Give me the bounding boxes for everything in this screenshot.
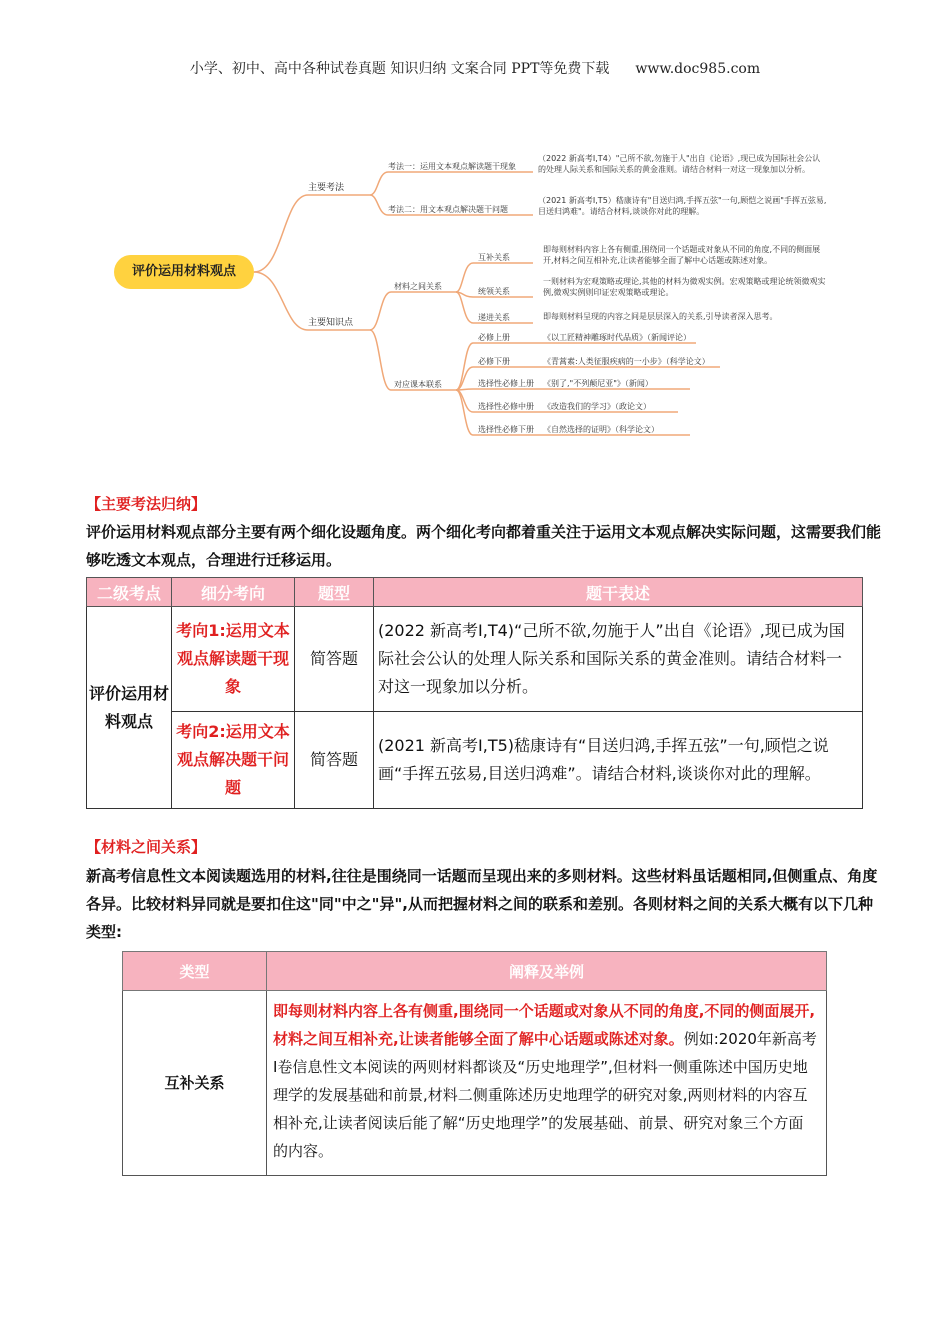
connector-course — [370, 330, 391, 390]
relation-explanation-cell — [267, 991, 827, 1176]
connector-branch1 — [254, 195, 308, 272]
connector-branch2 — [254, 272, 308, 330]
header-url: www.doc985.com — [635, 61, 761, 77]
mind-map-branch2: 主要知识点 — [308, 318, 354, 328]
mind-map-rel3-desc: 即每则材料呈现的内容之间是层层深入的关系,引导读者深入思考。 — [543, 312, 778, 321]
direction-cell: 考向1:运用文本观点解读题干现象 — [172, 607, 295, 712]
mind-map-rel1-desc: 即每则材料内容上各有侧重,围绕同一个话题或对象从不同的角度,不同的侧面展开,材料之间互相补充,让读者能够全面了解中心话题或陈述对象。 — [543, 245, 821, 265]
mind-map-rel2-desc: 一则材料为宏观策略或理论,其他的材料为微观实例。宏观策略或理论统领微观实例,微观实例则印证宏观策略或理论。 — [543, 277, 826, 297]
table-header-cell: 阐释及举例 — [267, 952, 827, 991]
page-header — [0, 58, 950, 78]
mind-map-kf1: 考法一：运用文本观点解读题干现象 — [388, 162, 516, 171]
mind-map-rel1: 互补关系 — [478, 253, 510, 262]
mind-map-rel3: 递进关系 — [478, 313, 510, 322]
question-type-cell: 简答题 — [295, 607, 374, 712]
table-row — [123, 991, 827, 1176]
table-row — [87, 712, 863, 809]
section2-paragraph: 新高考信息性文本阅读题选用的材料,往往是围绕同一话题而呈现出来的多则材料。这些材料虽话题相同,但侧重点、角度各异。比较材料异同就是要扣住这"同"中之"异",从而把握材料之间的联系和差别。各则材料之间的关系大概有以下几种类型: — [86, 867, 878, 941]
question-stem-cell: (2021 新高考Ⅰ,T5)嵇康诗有“目送归鸿,手挥五弦”一句,顾恺之说画“手挥五弦易,目送归鸿难”。请结合材料,谈谈你对此的理解。 — [374, 712, 863, 809]
mind-map-course2-book: 必修下册 — [478, 357, 510, 366]
connector-c1 — [456, 343, 473, 390]
mind-map-course3-title: 《别了,"不列颠尼亚"》（新闻） — [543, 379, 653, 388]
connector-rel1 — [456, 263, 473, 292]
mind-map-course4-book: 选择性必修中册 — [478, 402, 534, 411]
section2-title: 【材料之间关系】 — [86, 838, 207, 856]
explanation-highlight: 即每则材料内容上各有侧重,围绕同一个话题或对象从不同的角度,不同的侧面展开,材料之间互相补充,让读者能够全面了解中心话题或陈述对象。 — [273, 1002, 816, 1048]
relation-type-cell: 互补关系 — [123, 991, 267, 1176]
mind-map-root: 评价运用材料观点 — [114, 255, 254, 289]
exam-direction-table — [86, 577, 863, 809]
mind-map-course2-title: 《青蒿素:人类征服疾病的一小步》（科学论文） — [543, 357, 710, 366]
mind-map-rel2: 统领关系 — [478, 287, 510, 296]
mind-map-course5-title: 《自然选择的证明》（科学论文） — [543, 425, 659, 434]
mind-map-kf1-detail: （2022 新高考Ⅰ,T4）"己所不欲,勿施于人"出自《论语》,现已成为国际社会公认的处理人际关系和国际关系的黄金准则。请结合材料一对这一现象加以分析。 — [538, 154, 821, 174]
connector-rel — [370, 292, 391, 330]
table-header-cell: 二级考点 — [87, 578, 172, 607]
mind-map-rel: 材料之间关系 — [394, 282, 442, 291]
connector-kf2 — [370, 195, 388, 215]
mind-map-kf2-detail: （2021 新高考Ⅰ,T5）嵇康诗有"目送归鸿,手挥五弦"一句,顾恺之说画"手挥五弦易,目送归鸿难"。请结合材料,谈谈你对此的理解。 — [538, 196, 827, 216]
table-header-cell: 类型 — [123, 952, 267, 991]
mind-map-course1-title: 《以工匠精神雕琢时代品质》（新闻评论） — [543, 333, 691, 342]
table-row — [87, 607, 863, 712]
question-type-cell: 简答题 — [295, 712, 374, 809]
header-text: 小学、初中、高中各种试卷真题 知识归纳 文案合同 PPT等免费下载 — [189, 61, 610, 77]
section1-title: 【主要考法归纳】 — [86, 495, 207, 513]
table-header-cell: 题型 — [295, 578, 374, 607]
mind-map-branch1: 主要考法 — [308, 183, 345, 193]
mind-map-kf2: 考法二：用文本观点解决题干问题 — [388, 205, 508, 214]
question-stem-cell: (2022 新高考Ⅰ,T4)“己所不欲,勿施于人”出自《论语》,现已成为国际社会公认的处理人际关系和国际关系的黄金准则。请结合材料一对这一现象加以分析。 — [374, 607, 863, 712]
direction-cell: 考向2:运用文本观点解决题干问题 — [172, 712, 295, 809]
table-header-cell: 题干表述 — [374, 578, 863, 607]
mind-map-course3-book: 选择性必修上册 — [478, 379, 534, 388]
connector-kf1 — [370, 172, 388, 195]
material-relation-table — [122, 951, 827, 1176]
connector-c5 — [456, 390, 473, 435]
table-header-row — [87, 578, 863, 607]
category-cell: 评价运用材料观点 — [87, 607, 172, 809]
mind-map-course4-title: 《改造我们的学习》（政论文） — [543, 402, 651, 411]
explanation-example: 例如:2020年新高考Ⅰ卷信息性文本阅读的两则材料都谈及“历史地理学”,但材料一侧重陈述中国历史地理学的发展基础和前景,材料二侧重陈述历史地理学的研究对象,两则材料的内容互相补充,让读者阅读后能了解“历史地理学”的发展基础、前景、研究对象三个方面的内容。 — [273, 1030, 817, 1160]
mind-map — [108, 145, 843, 450]
table-header-row — [123, 952, 827, 991]
section1-paragraph: 评价运用材料观点部分主要有两个细化设题角度。两个细化考向都着重关注于运用文本观点解决实际问题，这需要我们能够吃透文本观点，合理进行迁移运用。 — [86, 523, 882, 569]
mind-map-course: 对应课本联系 — [394, 380, 442, 389]
mind-map-course5-book: 选择性必修下册 — [478, 425, 534, 434]
table-header-cell: 细分考向 — [172, 578, 295, 607]
mind-map-course1-book: 必修上册 — [478, 333, 510, 342]
